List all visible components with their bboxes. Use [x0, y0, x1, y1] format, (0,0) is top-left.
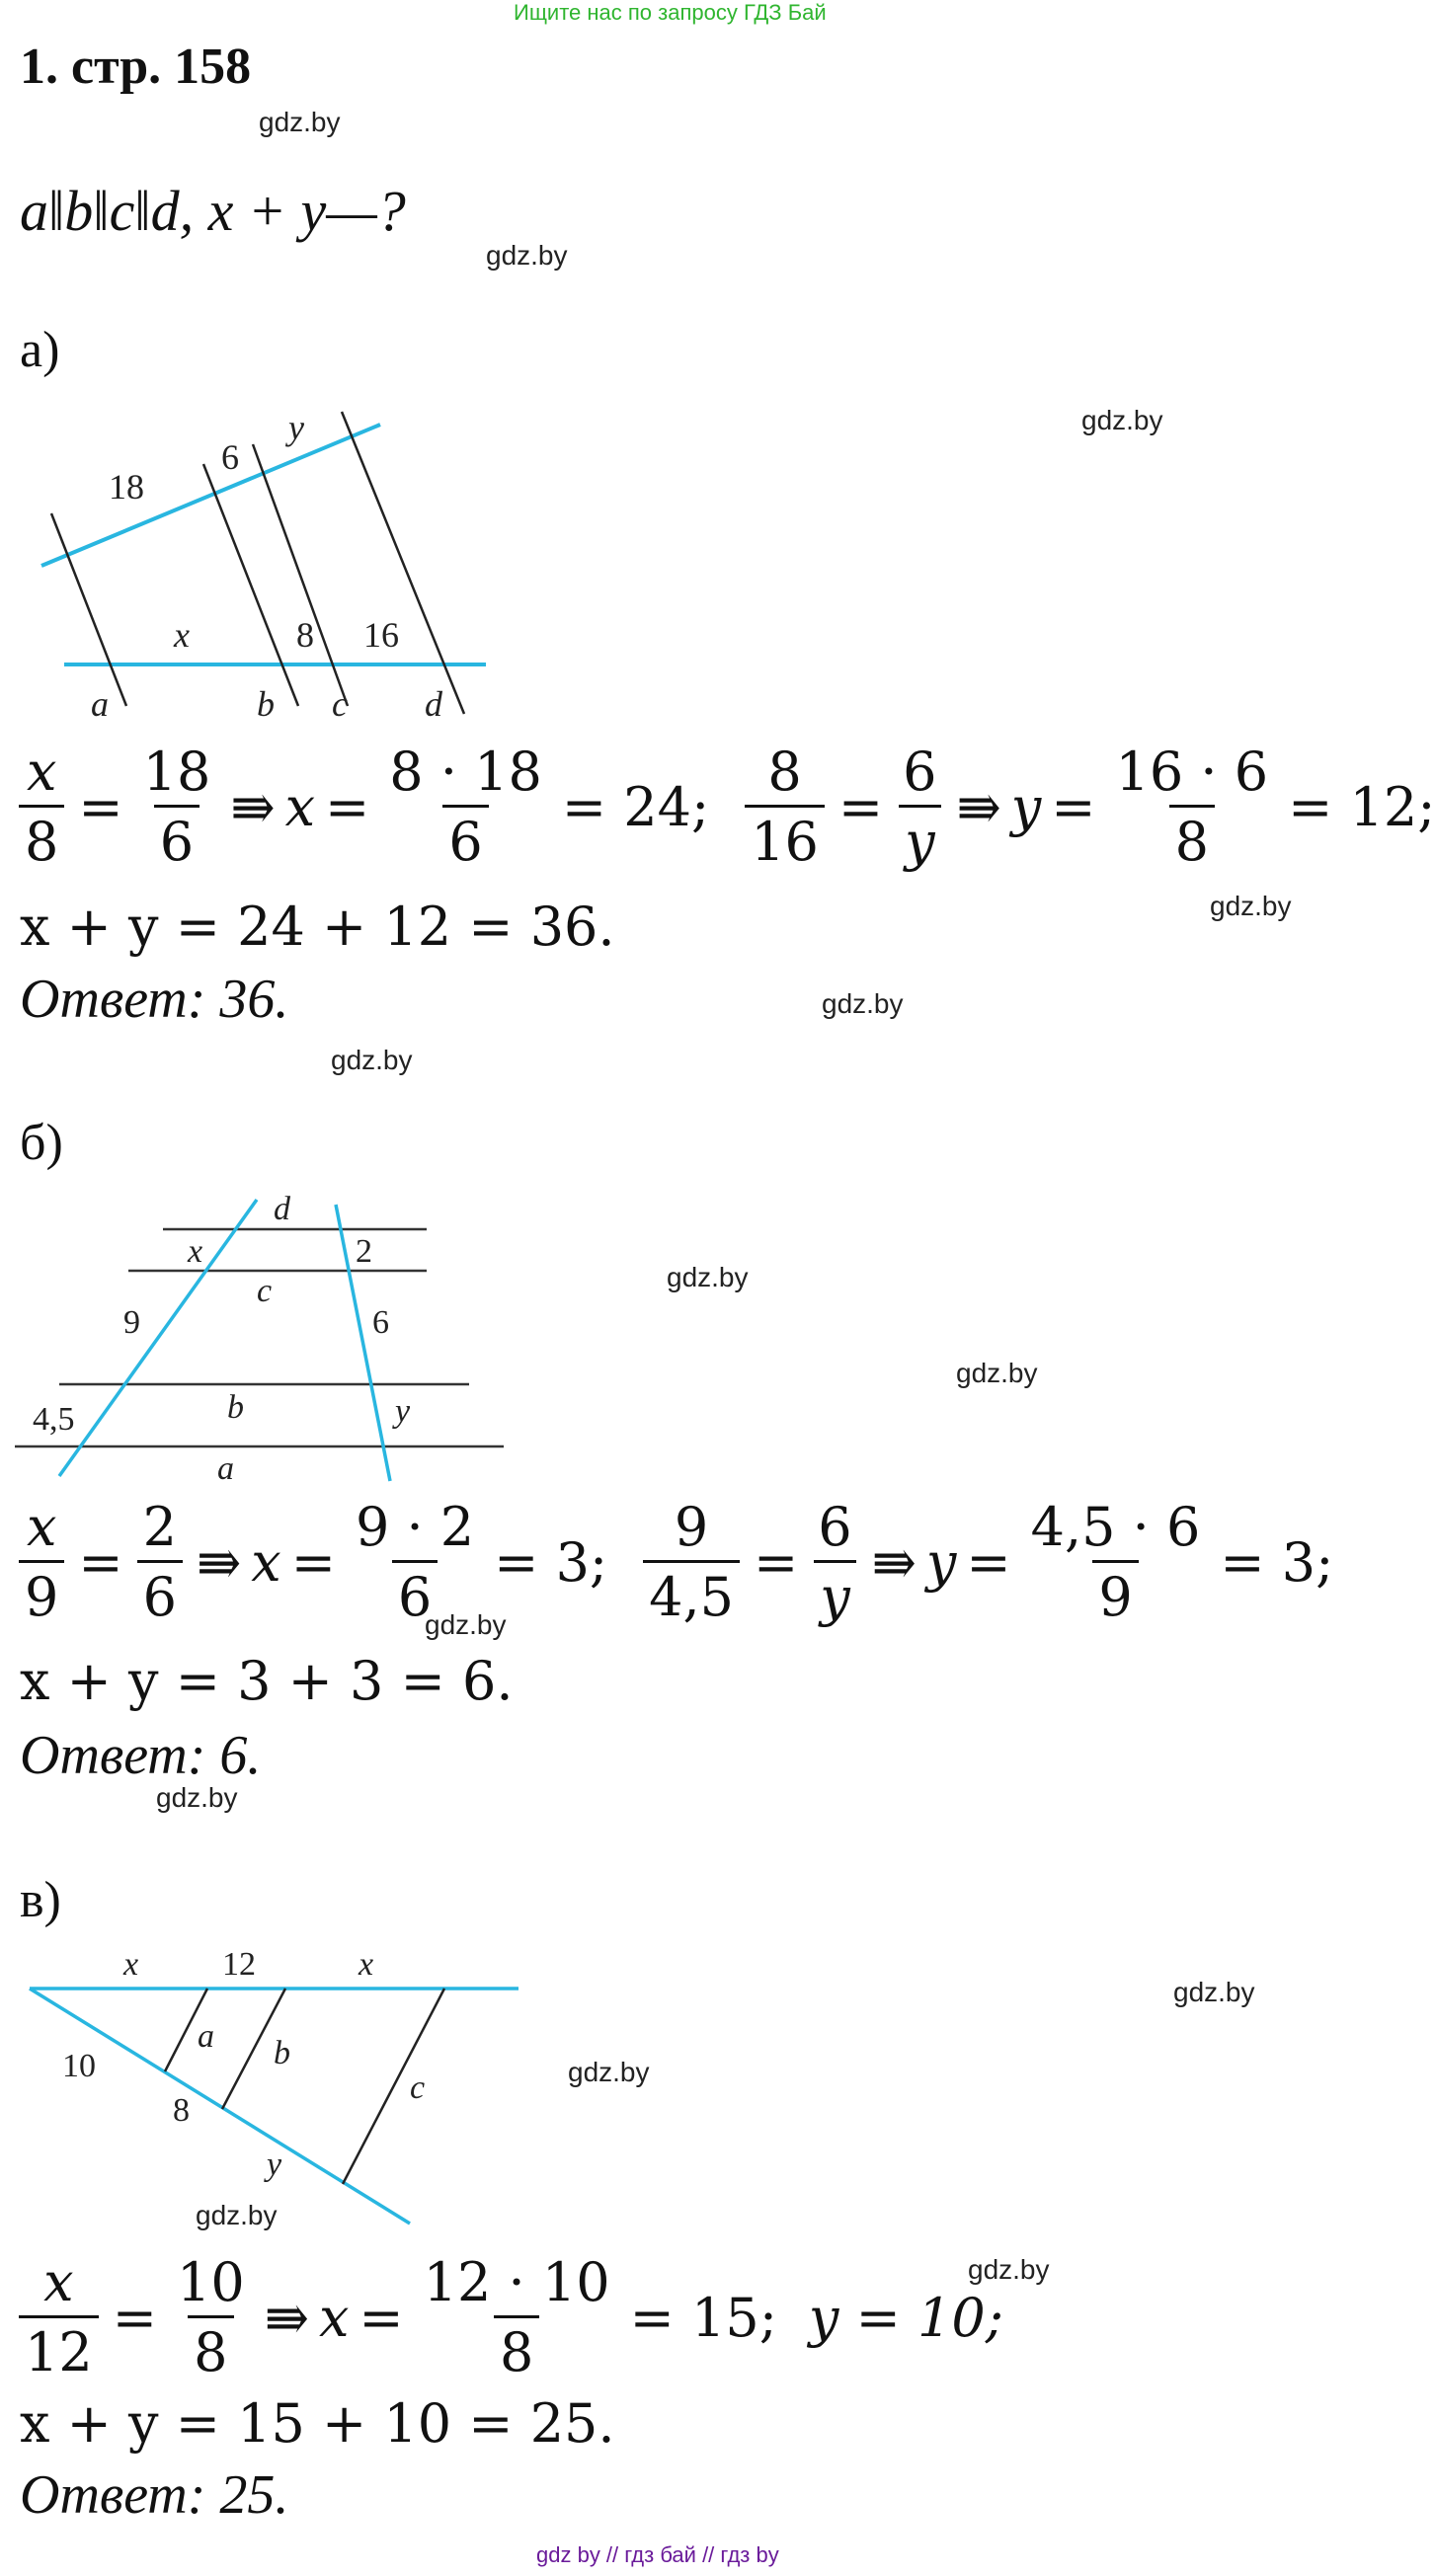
transversal-diagonal	[30, 1989, 410, 2224]
transversal-top	[41, 425, 380, 566]
label-x-left: x	[123, 1946, 139, 1983]
watermark: gdz.by	[331, 1045, 413, 1075]
transversal-left	[59, 1200, 257, 1476]
fraction: $\frac{6}{y}$	[812, 1501, 857, 1624]
label-x: x	[188, 1233, 203, 1270]
label-a: a	[91, 684, 109, 724]
label-8: 8	[296, 615, 314, 655]
label-18: 18	[109, 467, 144, 507]
fraction: $\frac{12 \cdot 10}{8}$	[423, 2251, 610, 2383]
label-10: 10	[62, 2048, 96, 2084]
top-banner: Ищите нас по запросу ГДЗ Бай	[514, 0, 827, 25]
part-c-equation-row: $\frac{x}{12}$ = $\frac{10}{8}$ ⇛ x = $\frac{12 \cdot 10}{8}$ = 15; y = 10;	[15, 2256, 1003, 2380]
label-6: 6	[372, 1304, 389, 1341]
watermark: gdz.by	[1173, 1977, 1255, 2007]
fraction: $\frac{8 \cdot 18}{6}$	[389, 741, 542, 873]
label-x: x	[174, 615, 190, 655]
fraction: $\frac{2}{6}$	[137, 1501, 183, 1624]
label-x-right: x	[359, 1946, 374, 1983]
watermark: gdz.by	[425, 1609, 507, 1640]
label-a: a	[217, 1450, 234, 1487]
fraction: $\frac{6}{y}$	[897, 745, 942, 869]
label-2: 2	[356, 1233, 372, 1270]
label-6: 6	[221, 437, 239, 477]
fraction: $\frac{9}{4,5}$	[643, 1501, 740, 1624]
label-d: d	[425, 684, 442, 724]
part-a-sum: x + y = 24 + 12 = 36.	[20, 896, 615, 958]
part-a-label: а)	[20, 322, 60, 378]
line-c	[253, 444, 348, 706]
label-b: b	[257, 684, 275, 724]
label-8: 8	[173, 2092, 190, 2129]
part-a-equation-row: $\frac{x}{8}$ = $\frac{18}{6}$ ⇛ x = $\frac{8 \cdot 18}{6}$ = 24; $\frac{8}{16}$ = $\frac{6}{y}$ ⇛ y = $\frac{16 \cdot 6}{8}$ = 12;	[15, 745, 1435, 869]
line-a	[51, 513, 126, 706]
part-b-sum: x + y = 3 + 3 = 6.	[20, 1650, 514, 1712]
watermark: gdz.by	[667, 1262, 749, 1292]
label-4-5: 4,5	[33, 1401, 75, 1438]
watermark: gdz.by	[156, 1782, 238, 1813]
label-c: c	[257, 1273, 273, 1309]
fraction: $\frac{9 \cdot 2}{6}$	[355, 1496, 475, 1628]
line-c	[343, 1989, 444, 2184]
label-y: y	[395, 1393, 411, 1430]
label-9: 9	[123, 1304, 140, 1341]
fraction: $\frac{x}{9}$	[19, 1501, 64, 1624]
watermark: gdz.by	[568, 2057, 650, 2087]
part-a-answer: Ответ: 36.	[20, 969, 289, 1030]
line-b	[203, 464, 298, 706]
label-y: y	[267, 2147, 282, 2183]
line-d	[342, 412, 464, 714]
part-c-label: в)	[20, 1872, 61, 1928]
part-c-figure	[25, 1940, 538, 2236]
watermark: gdz.by	[1081, 405, 1163, 435]
page-heading: 1. стр. 158	[20, 39, 252, 95]
watermark: gdz.by	[1210, 891, 1292, 921]
watermark: gdz.by	[486, 240, 568, 271]
label-c: c	[410, 2069, 426, 2106]
fraction: $\frac{18}{6}$	[142, 741, 211, 873]
fraction: $\frac{x}{12}$	[19, 2256, 99, 2380]
fraction: $\frac{x}{8}$	[19, 745, 64, 869]
label-d: d	[274, 1191, 290, 1227]
label-16: 16	[363, 615, 399, 655]
fraction: $\frac{8}{16}$	[745, 745, 825, 869]
part-b-figure	[15, 1185, 509, 1491]
fraction: $\frac{16 \cdot 6}{8}$	[1115, 741, 1269, 873]
part-c-y-value: y = 10;	[808, 2286, 1003, 2349]
fraction: $\frac{10}{8}$	[176, 2251, 245, 2383]
fraction: $\frac{4,5 \cdot 6}{9}$	[1030, 1496, 1201, 1628]
watermark: gdz.by	[956, 1358, 1038, 1388]
label-b: b	[274, 2035, 290, 2071]
watermark: gdz.by	[259, 107, 341, 137]
footer-links: gdz by // гдз бай // гдз by	[536, 2542, 779, 2567]
label-a: a	[198, 2018, 214, 2055]
part-c-answer: Ответ: 25.	[20, 2464, 289, 2526]
part-a-figure	[30, 400, 504, 726]
label-y: y	[288, 408, 304, 447]
label-12: 12	[222, 1946, 256, 1983]
part-b-label: б)	[20, 1115, 63, 1171]
watermark: gdz.by	[968, 2254, 1050, 2285]
part-b-answer: Ответ: 6.	[20, 1725, 262, 1786]
given-condition: a‖b‖c‖d, x + y—?	[20, 179, 406, 243]
watermark: gdz.by	[196, 2200, 278, 2230]
part-b-equation-row: $\frac{x}{9}$ = $\frac{2}{6}$ ⇛ x = $\frac{9 \cdot 2}{6}$ = 3; $\frac{9}{4,5}$ = $\frac{6}{y}$ ⇛ y = $\frac{4,5 \cdot 6}{9}$ = 3;	[15, 1501, 1333, 1624]
label-c: c	[332, 684, 348, 724]
watermark: gdz.by	[822, 988, 904, 1019]
label-b: b	[227, 1389, 244, 1426]
part-c-sum: x + y = 15 + 10 = 25.	[20, 2392, 615, 2455]
